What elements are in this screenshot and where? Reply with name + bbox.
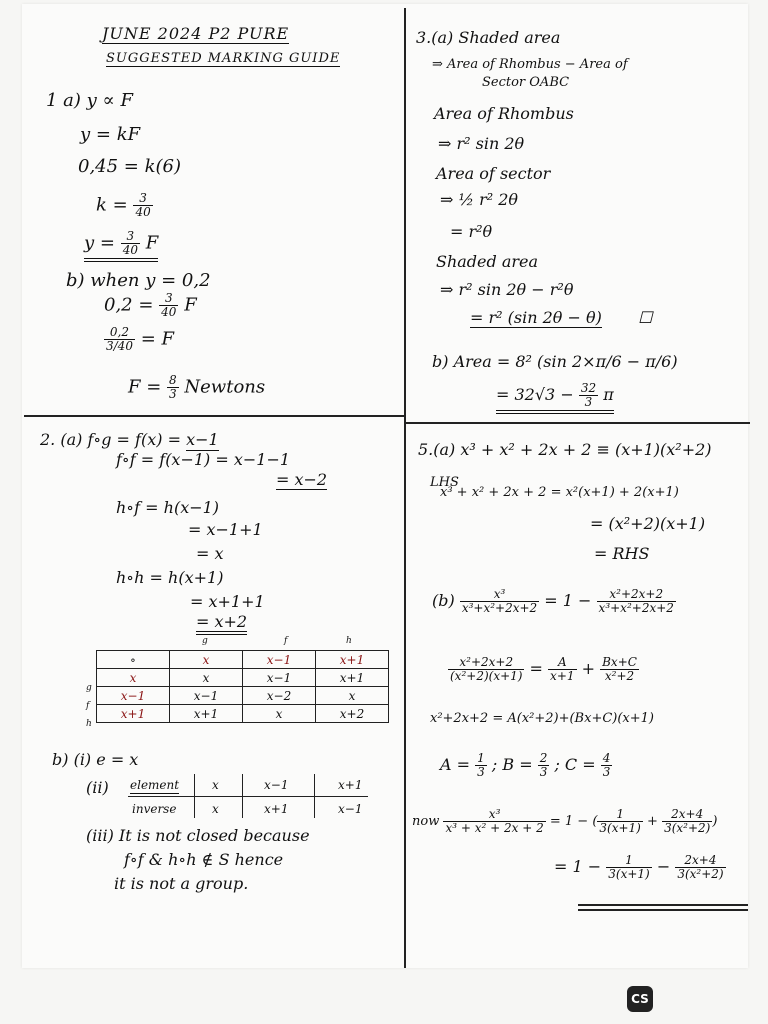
inverse-header-cell: x−1 — [264, 778, 289, 792]
q2-line: 2. (a) f∘g = f(x) = x−1 — [40, 430, 219, 449]
q3-line: = r²θ — [450, 222, 493, 241]
q3-end-box: ☐ — [638, 308, 653, 327]
q5-line: x³ + x² + 2x + 2 = x²(x+1) + 2(x+1) — [440, 485, 679, 500]
table-cell: x−1 — [243, 669, 316, 687]
q5-line: 5.(a) x³ + x² + 2x + 2 ≡ (x+1)(x²+2) — [418, 440, 712, 459]
table-col-label: f — [284, 636, 288, 646]
q1-line: 0,2 = $\frac{3}{40}$ F — [104, 291, 197, 320]
inverse-header-cell: x — [212, 778, 219, 792]
q2-line: h∘h = h(x+1) — [116, 568, 224, 587]
q3-line: Area of sector — [436, 164, 551, 183]
table-cell: x+1 — [316, 651, 389, 669]
q5-coefficients: A = $\frac{1}{3}$ ; B = $\frac{2}{3}$ ; C = $\frac{4}{3}$ — [440, 751, 611, 780]
table-cell: x — [243, 705, 316, 723]
q2-line: it is not a group. — [114, 874, 249, 893]
q3-b-answer: = 32√3 − $\frac{32}{3}$ π — [496, 382, 614, 414]
inverse-header-cell: x+1 — [338, 778, 363, 792]
q5-line: = RHS — [594, 544, 650, 563]
q3-line: ⇒ ½ r² 2θ — [440, 190, 519, 209]
table-cell: x−1 — [97, 687, 170, 705]
inverse-row-cell: x+1 — [264, 802, 289, 816]
vertical-divider — [404, 8, 406, 968]
table-cell: x+1 — [316, 669, 389, 687]
table-row — [97, 687, 389, 705]
table-row-label: h — [86, 719, 92, 729]
q3-line: b) Area = 8² (sin 2×π/6 − π/6) — [432, 352, 678, 371]
q5-line: = (x²+2)(x+1) — [590, 514, 706, 533]
q3-line: Sector OABC — [482, 75, 570, 90]
q5-line: LHS — [430, 475, 459, 490]
q2-line: (ii) — [86, 778, 109, 797]
q3-line: ⇒ r² sin 2θ — [438, 134, 525, 153]
final-double-underline — [578, 909, 748, 911]
q3-line: Area of Rhombus — [434, 104, 574, 123]
table-row-label: g — [86, 683, 92, 693]
q3-line: Shaded area — [436, 252, 539, 271]
q1-line: 0,45 = k(6) — [78, 156, 182, 177]
inverse-row-cell: inverse — [132, 802, 177, 816]
q1-line: b) when y = 0,2 — [66, 270, 211, 291]
q5-line: now $\frac{\text{x³}}{\text{x³ + x² + 2x + 2}}$ = 1 − ( $\frac{1}{3(x+1)}$ + $\frac{2x+4}{\text{3(x²+2)}}$ ) — [412, 807, 718, 836]
q5-final-answer: = 1 − $\frac{1}{3(x+1)}$ − $\frac{2x+4}{\text{3(x²+2)}}$ — [554, 853, 724, 882]
final-double-underline — [578, 904, 748, 906]
q1-k-value: k = $\frac{3}{40}$ — [96, 191, 151, 220]
inverse-row-cell: x — [212, 802, 219, 816]
q2-line: = x−2 — [276, 470, 328, 489]
q2-line: f∘f = f(x−1) = x−1−1 — [116, 450, 291, 469]
q2-line: = x+2 — [196, 614, 247, 635]
group-table — [96, 650, 389, 723]
table-col-label: g — [202, 636, 208, 646]
table-cell: x−2 — [243, 687, 316, 705]
q2-line: h∘f = h(x−1) — [116, 498, 220, 517]
q2-line: f∘f & h∘h ∉ S hence — [124, 850, 284, 869]
horizontal-divider-right — [405, 422, 750, 424]
table-cell: x — [170, 669, 243, 687]
table-cell: x+2 — [316, 705, 389, 723]
inverse-header-cell: element — [130, 778, 180, 792]
q5-line: x²+2x+2 = A(x²+2)+(Bx+C)(x+1) — [430, 711, 654, 726]
table-cell: x+1 — [97, 705, 170, 723]
q1-line: 1 a) y ∝ F — [46, 90, 133, 111]
table-row — [97, 651, 389, 669]
q5-line: $\frac{\text{x²+2x+2}}{\text{(x²+2)(x+1)}}$ = $\frac{A}{x+1}$ + $\frac{Bx+C}{\text{x²+2}}$ — [450, 655, 637, 684]
table-cell: x — [170, 651, 243, 669]
table-cell: x−1 — [170, 687, 243, 705]
q1-a-answer: y = $\frac{3}{40}$ F — [84, 230, 158, 262]
q1-line: y = kF — [80, 124, 141, 145]
horizontal-divider-left — [24, 415, 404, 417]
q3-line: 3.(a) Shaded area — [416, 28, 561, 47]
q2-line: = x+1+1 — [190, 592, 265, 611]
q5-line: (b) $\frac{\text{x³}}{\text{x³+x²+2x+2}}$ = 1 − $\frac{\text{x²+2x+2}}{\text{x³+x²+2x+2}}$ — [432, 587, 674, 616]
table-cell: ∘ — [97, 651, 170, 669]
q2-line: (iii) It is not closed because — [86, 826, 310, 845]
q3-line: ⇒ Area of Rhombus − Area of — [432, 57, 628, 72]
table-row-label: f — [86, 701, 90, 711]
table-cell: x — [316, 687, 389, 705]
q2-line: = x−1+1 — [188, 520, 263, 539]
header-subtitle: SUGGESTED MARKING GUIDE — [106, 51, 341, 66]
table-cell: x — [97, 669, 170, 687]
q1-line: $\frac{0,2}{3/40}$ = F — [106, 325, 174, 354]
header-title: JUNE 2024 P2 PURE — [102, 24, 290, 43]
table-cell: x−1 — [243, 651, 316, 669]
table-col-label: h — [346, 636, 352, 646]
q2-line: b) (i) e = x — [52, 750, 139, 769]
q2-line: = x — [196, 544, 224, 563]
inverse-row-cell: x−1 — [338, 802, 363, 816]
q3-line: ⇒ r² sin 2θ − r²θ — [440, 280, 574, 299]
q1-b-answer: F = $\frac{8}{3}$ Newtons — [128, 373, 266, 402]
table-row — [97, 705, 389, 723]
q3-a-answer: = r² (sin 2θ − θ) — [470, 308, 602, 327]
table-row — [97, 669, 389, 687]
table-cell: x+1 — [170, 705, 243, 723]
camscanner-logo: CS — [627, 986, 653, 1012]
